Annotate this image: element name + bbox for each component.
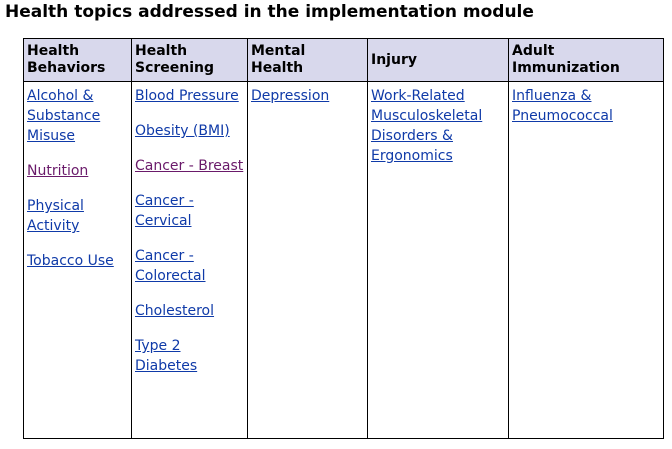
column-header-line: Immunization bbox=[512, 60, 620, 76]
link-cancer-cervical[interactable]: Cancer - Cervical bbox=[135, 193, 194, 229]
column-mental-health bbox=[248, 82, 368, 439]
link-cholesterol[interactable]: Cholesterol bbox=[135, 303, 215, 319]
column-health-screening bbox=[132, 82, 248, 439]
column-header-line: Adult bbox=[512, 43, 555, 59]
column-header-line: Behaviors bbox=[27, 60, 106, 76]
column-health-behaviors bbox=[24, 82, 132, 439]
page-title: Health topics addressed in the implementation module bbox=[5, 2, 534, 22]
column-header-line: Health bbox=[251, 60, 304, 76]
topics-row bbox=[24, 82, 664, 439]
header-row bbox=[24, 39, 664, 82]
column-header-injury bbox=[368, 39, 509, 82]
link-alcohol-substance-misuse[interactable]: Alcohol & Substance Misuse bbox=[27, 88, 101, 144]
column-header-health-behaviors bbox=[24, 39, 132, 82]
column-adult-immunization bbox=[509, 82, 664, 439]
column-header-adult-immunization bbox=[509, 39, 664, 82]
column-header-mental-health bbox=[248, 39, 368, 82]
link-nutrition[interactable]: Nutrition bbox=[27, 163, 89, 179]
link-depression[interactable]: Depression bbox=[251, 88, 330, 104]
column-header-line: Health bbox=[135, 43, 188, 59]
link-cancer-colorectal[interactable]: Cancer - Colorectal bbox=[135, 248, 206, 284]
link-obesity-bmi[interactable]: Obesity (BMI) bbox=[135, 123, 230, 139]
link-blood-pressure[interactable]: Blood Pressure bbox=[135, 88, 239, 104]
column-header-health-screening bbox=[132, 39, 248, 82]
link-physical-activity[interactable]: Physical Activity bbox=[27, 198, 84, 234]
health-topics-table bbox=[23, 38, 664, 439]
link-influenza-pneumococcal[interactable]: Influenza & Pneumococcal bbox=[512, 88, 613, 124]
column-header-line: Health bbox=[27, 43, 80, 59]
link-cancer-breast[interactable]: Cancer - Breast bbox=[135, 158, 244, 174]
link-work-related-msd-ergonomics[interactable]: Work-Related Musculoskeletal Disorders & Ergonomics bbox=[371, 88, 483, 164]
column-header-line: Injury bbox=[371, 51, 417, 68]
column-injury bbox=[368, 82, 509, 439]
column-header-line: Screening bbox=[135, 60, 215, 76]
link-type-2-diabetes[interactable]: Type 2 Diabetes bbox=[135, 338, 198, 374]
column-header-line: Mental bbox=[251, 43, 306, 59]
link-tobacco-use[interactable]: Tobacco Use bbox=[27, 253, 114, 269]
